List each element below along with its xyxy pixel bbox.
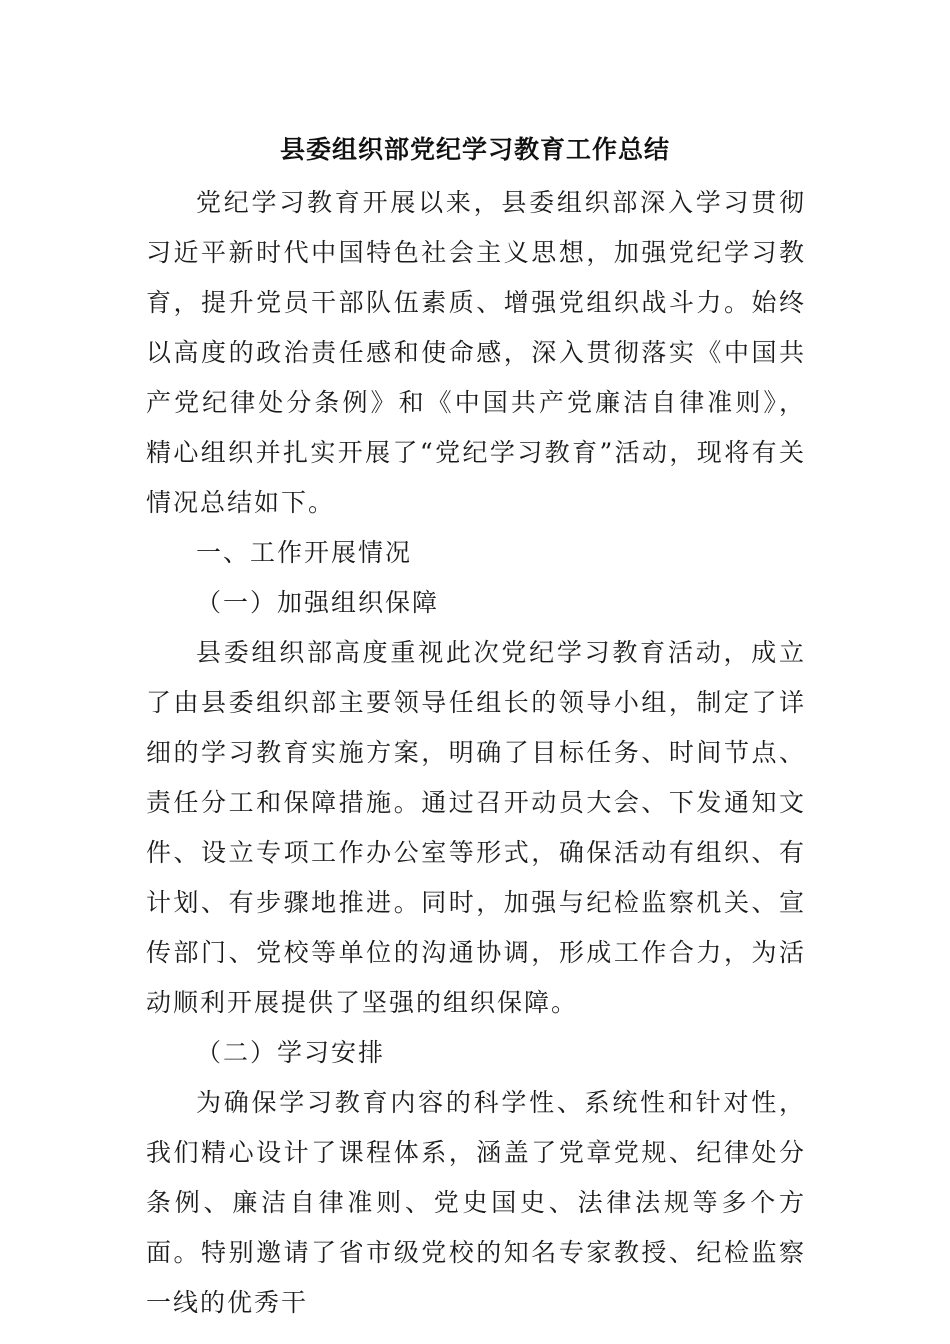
subsection-heading-2: （二）学习安排 <box>196 1038 386 1067</box>
section-heading-1: 一、工作开展情况 <box>196 538 413 567</box>
document-title: 县委组织部党纪学习教育工作总结 <box>279 135 670 164</box>
document-body <box>146 178 806 1328</box>
paragraph-intro: 党纪学习教育开展以来，县委组织部深入学习贯彻习近平新时代中国特色社会主义思想，加强党纪学习教育，提升党员干部队伍素质、增强党组织战斗力。始终以高度的政治责任感和使命感，深入贯彻落实《中国共产党纪律处分条例》和《中国共产党廉洁自律准则》，精心组织并扎实开展了“党纪学习教育”活动，现将有关情况总结如下。 <box>146 188 806 517</box>
subsection-heading-1: （一）加强组织保障 <box>196 588 440 617</box>
paragraph-study: 为确保学习教育内容的科学性、系统性和针对性，我们精心设计了课程体系，涵盖了党章党规、纪律处分条例、廉洁自律准则、党史国史、法律法规等多个方面。特别邀请了省市级党校的知名专家教授、纪检监察一线的优秀干 <box>146 1088 806 1317</box>
paragraph-organization: 县委组织部高度重视此次党纪学习教育活动，成立了由县委组织部主要领导任组长的领导小组，制定了详细的学习教育实施方案，明确了目标任务、时间节点、责任分工和保障措施。通过召开动员大会、下发通知文件、设立专项工作办公室等形式，确保活动有组织、有计划、有步骤地推进。同时，加强与纪检监察机关、宣传部门、党校等单位的沟通协调，形成工作合力，为活动顺利开展提供了坚强的组织保障。 <box>146 638 806 1017</box>
